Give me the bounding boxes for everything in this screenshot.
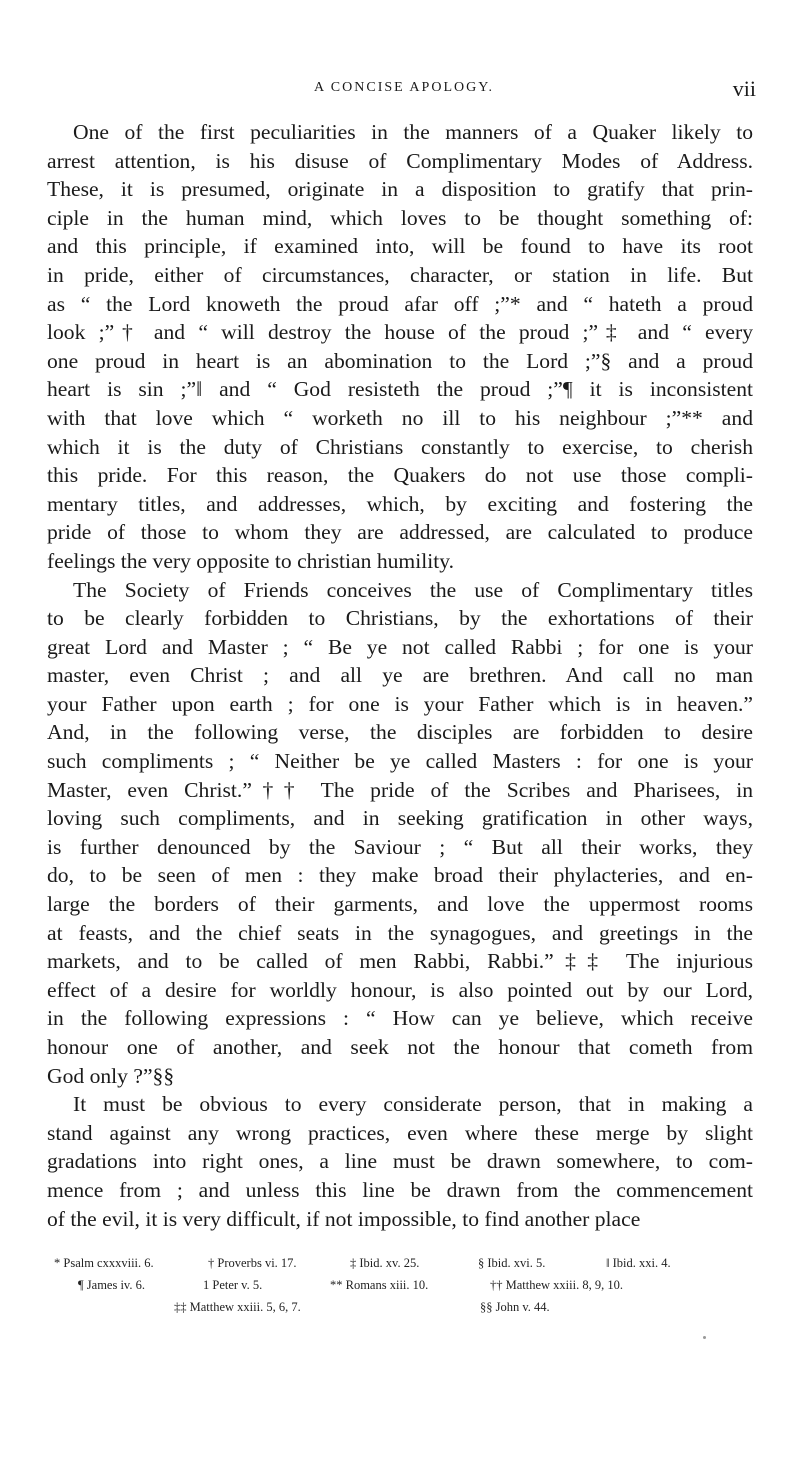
footnotes [48,1252,754,1318]
text-line: heart is sin ;”‖ and “ God resisteth the proud ;”¶ it is inconsistent [47,377,753,402]
text-line: mence from ; and unless this line be drawn from the commencement [47,1177,753,1202]
text-line: with that love which “ worketh no ill to his neighbour ;”** and [47,405,753,430]
footnote: * Psalm cxxxviii. 6. [54,1256,154,1270]
text-line: God only ?”§§ [47,1063,175,1088]
running-head [48,76,760,104]
footnote: 1 Peter v. 5. [203,1278,263,1292]
footnote: ‡ Ibid. xv. 25. [350,1256,420,1270]
text-line: One of the first peculiarities in the manners of a Quaker likely to [73,120,753,144]
running-title: A CONCISE APOLOGY. [313,80,495,95]
footnote-row [48,1296,754,1318]
text-line: ciple in the human mind, which loves to be thought something of: [47,205,753,230]
text-line: look ;”† and “ will destroy the house of the proud ;”‡ and “ every [47,320,753,345]
text-line: gradations into right ones, a line must be drawn somewhere, to com- [47,1149,753,1174]
text-line: Master, even Christ.”†† The pride of the Scribes and Pharisees, in [47,777,753,802]
text-line: such compliments ; “ Neither be ye called Masters : for one is your [47,749,753,774]
text-line: in the following expressions : “ How can ye believe, which receive [47,1006,753,1031]
paper-speck [703,1336,706,1339]
text-line: markets, and to be called of men Rabbi, Rabbi.”‡‡ The injurious [47,949,753,974]
text-line: do, to be seen of men : they make broad their phylacteries, and en- [47,863,753,888]
text-line: of the evil, it is very difficult, if not impossible, to find another place [47,1206,641,1231]
text-line: pride of those to whom they are addressed, are calculated to produce [47,520,753,545]
text-line: and this principle, if examined into, will be found to have its root [47,234,753,259]
text-line: master, even Christ ; and all ye are brethren. And call no man [47,663,753,688]
paragraph-line-drawn [47,1090,753,1233]
text-line: one proud in heart is an abomination to the Lord ;”§ and a proud [47,348,753,373]
body-text [47,118,753,1233]
text-line: large the borders of their garments, and love the uppermost rooms [47,892,753,917]
page-number: vii [732,76,756,101]
footnote-row [48,1274,754,1296]
text-line: effect of a desire for worldly honour, is also pointed out by our Lord, [47,977,753,1002]
text-line: in pride, either of circumstances, character, or station in life. But [47,262,753,287]
text-line: mentary titles, and addresses, which, by exciting and fostering the [47,491,753,516]
paragraph-complimentary-address [47,118,753,576]
text-line: is further denounced by the Saviour ; “ But all their works, they [47,834,753,859]
footnote-row [48,1252,754,1274]
text-line: stand against any wrong practices, even where these merge by slight [47,1120,753,1145]
text-line: arrest attention, is his disuse of Complimentary Modes of Address. [47,148,753,173]
text-line: to be clearly forbidden to Christians, by the exhortations of their [47,606,753,631]
text-line: as “ the Lord knoweth the proud afar off ;”* and “ hateth a proud [47,291,753,316]
text-line: It must be obvious to every considerate person, that in making a [73,1092,753,1117]
text-line: your Father upon earth ; for one is your Father which is in heaven.” [47,691,753,716]
footnote: ¶ James iv. 6. [78,1278,145,1292]
text-line: at feasts, and the chief seats in the synagogues, and greetings in the [47,920,753,945]
paragraph-complimentary-titles [47,576,753,1091]
footnote: † Proverbs vi. 17. [208,1256,297,1270]
text-line: The Society of Friends conceives the use of Complimentary titles [73,577,753,602]
text-line: great Lord and Master ; “ Be ye not called Rabbi ; for one is your [47,634,753,659]
text-line: loving such compliments, and in seeking gratification in other ways, [47,806,753,831]
footnote: †† Matthew xxiii. 8, 9, 10. [490,1278,623,1292]
footnote: §§ John v. 44. [480,1300,550,1314]
footnote: § Ibid. xvi. 5. [478,1256,546,1270]
text-line: this pride. For this reason, the Quakers do not use those compli- [47,463,753,488]
footnote: ** Romans xiii. 10. [330,1278,429,1292]
footnote: ‡‡ Matthew xxiii. 5, 6, 7. [174,1300,301,1314]
text-line: honour one of another, and seek not the honour that cometh from [47,1035,753,1059]
text-line: feelings the very opposite to christian humility. [47,548,455,573]
text-line: which it is the duty of Christians constantly to exercise, to cherish [47,434,753,459]
text-line: And, in the following verse, the disciples are forbidden to desire [47,720,753,745]
text-line: These, it is presumed, originate in a disposition to gratify that prin- [47,177,753,202]
footnote: ‖ Ibid. xxi. 4. [606,1256,671,1270]
